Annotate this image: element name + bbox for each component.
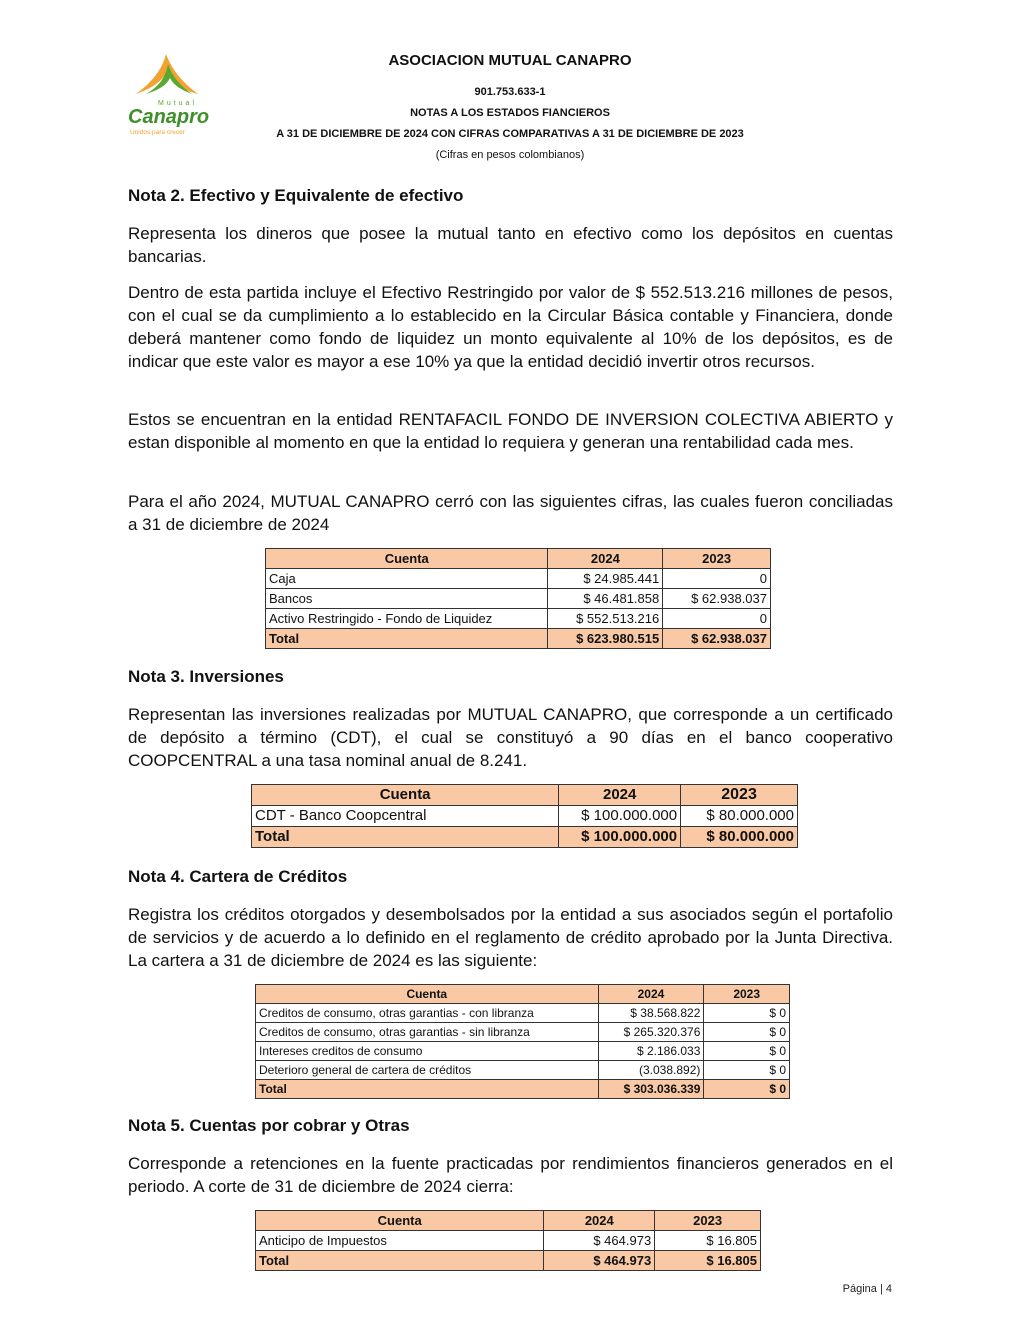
col-2023: 2023 <box>663 549 771 569</box>
cell-2024: $ 464.973 <box>544 1231 655 1251</box>
col-cuenta: Cuenta <box>266 549 548 569</box>
table-header-row <box>256 985 790 1004</box>
cell-2024: $ 552.513.216 <box>548 609 663 629</box>
cell-cuenta: Anticipo de Impuestos <box>256 1231 544 1251</box>
cell-total-2023: $ 16.805 <box>655 1251 761 1271</box>
nota2-paragraph-2: Dentro de esta partida incluye el Efectivo Restringido por valor de $ 552.513.216 millones de pesos, con el cual se da cumplimiento a lo establecido en la Circular Básica contable y Financiera, donde deberá mantener como fondo de liquidez un monto equivalente al 10% de los depósitos, es de indicar que este valor es mayor a ese 10% ya que la entidad decidió invertir otros recursos. <box>128 283 893 371</box>
cell-2024: $ 46.481.858 <box>548 589 663 609</box>
cell-2024: (3.038.892) <box>598 1061 704 1080</box>
nota2-paragraph-3: Estos se encuentran en la entidad RENTAFACIL FONDO DE INVERSION COLECTIVA ABIERTO y estan disponible al momento en que la entidad lo requiera y generan una rentabilidad cada mes. <box>128 410 893 452</box>
cuentas-cobrar-table <box>255 1210 761 1271</box>
nota5-title: Nota 5. Cuentas por cobrar y Otras <box>128 1116 410 1135</box>
table-row <box>266 589 771 609</box>
table-header-row <box>256 1211 761 1231</box>
cell-2023: $ 0 <box>704 1042 790 1061</box>
nota2-paragraph-1: Representa los dineros que posee la mutual tanto en efectivo como los depósitos en cuentas bancarias. <box>128 224 893 266</box>
cell-total-label: Total <box>256 1251 544 1271</box>
cell-2024: $ 100.000.000 <box>559 806 681 827</box>
table-row <box>266 609 771 629</box>
table-row <box>256 1023 790 1042</box>
nota3-title: Nota 3. Inversiones <box>128 667 284 686</box>
cell-cuenta: Activo Restringido - Fondo de Liquidez <box>266 609 548 629</box>
col-2024: 2024 <box>548 549 663 569</box>
inversiones-table <box>251 784 798 848</box>
cell-cuenta: Intereses creditos de consumo <box>256 1042 599 1061</box>
table-total-row <box>256 1251 761 1271</box>
table-row <box>256 1231 761 1251</box>
cell-2023: $ 62.938.037 <box>663 589 771 609</box>
col-2024: 2024 <box>544 1211 655 1231</box>
cell-2023: $ 16.805 <box>655 1231 761 1251</box>
table-header-row <box>252 785 798 806</box>
doc-title: NOTAS A LOS ESTADOS FIANCIEROS <box>410 107 610 119</box>
nota2-title: Nota 2. Efectivo y Equivalente de efectivo <box>128 186 464 205</box>
cell-2023: $ 80.000.000 <box>681 806 798 827</box>
period: A 31 DE DICIEMBRE DE 2024 CON CIFRAS COMPARATIVAS A 31 DE DICIEMBRE DE 2023 <box>276 128 744 140</box>
nit: 901.753.633-1 <box>474 86 546 98</box>
col-2023: 2023 <box>655 1211 761 1231</box>
nota4-title: Nota 4. Cartera de Créditos <box>128 867 348 886</box>
cell-total-2024: $ 623.980.515 <box>548 629 663 649</box>
nota4-paragraph-1: Registra los créditos otorgados y desembolsados por la entidad a sus asociados según el portafolio de servicios y de acuerdo a lo definido en el reglamento de crédito aprobado por la Junta Directiva. La cartera a 31 de diciembre de 2024 es las siguiente: <box>128 905 893 970</box>
cartera-table <box>255 984 790 1099</box>
currency-note: (Cifras en pesos colombianos) <box>435 149 585 161</box>
col-2023: 2023 <box>681 785 798 806</box>
table-row <box>252 806 798 827</box>
cell-cuenta: Creditos de consumo, otras garantias - sin libranza <box>256 1023 599 1042</box>
cell-2024: $ 24.985.441 <box>548 569 663 589</box>
cell-2024: $ 2.186.033 <box>598 1042 704 1061</box>
svg-text:Canapro: Canapro <box>128 106 210 128</box>
col-cuenta: Cuenta <box>252 785 559 806</box>
col-cuenta: Cuenta <box>256 1211 544 1231</box>
canapro-logo <box>122 50 212 140</box>
table-row <box>266 569 771 589</box>
nota2-paragraph-4: Para el año 2024, MUTUAL CANAPRO cerró con las siguientes cifras, las cuales fueron conciliadas a 31 de diciembre de 2024 <box>128 492 893 534</box>
cell-total-label: Total <box>256 1080 599 1099</box>
cell-2023: 0 <box>663 569 771 589</box>
table-total-row <box>266 629 771 649</box>
table-row <box>256 1042 790 1061</box>
col-2023: 2023 <box>704 985 790 1004</box>
table-row <box>256 1004 790 1023</box>
cell-total-label: Total <box>252 827 559 848</box>
svg-text:Unidos para crecer: Unidos para crecer <box>130 129 185 136</box>
table-row <box>256 1061 790 1080</box>
cell-2023: $ 0 <box>704 1023 790 1042</box>
table-total-row <box>252 827 798 848</box>
cell-2023: $ 0 <box>704 1004 790 1023</box>
efectivo-table <box>265 548 771 649</box>
table-header-row <box>266 549 771 569</box>
cell-total-2023: $ 0 <box>704 1080 790 1099</box>
cell-2024: $ 38.568.822 <box>598 1004 704 1023</box>
cell-total-2024: $ 303.036.339 <box>598 1080 704 1099</box>
cell-total-2024: $ 464.973 <box>544 1251 655 1271</box>
table-total-row <box>256 1080 790 1099</box>
cell-total-2023: $ 80.000.000 <box>681 827 798 848</box>
col-2024: 2024 <box>559 785 681 806</box>
cell-cuenta: Creditos de consumo, otras garantias - con libranza <box>256 1004 599 1023</box>
cell-total-label: Total <box>266 629 548 649</box>
cell-cuenta: Deterioro general de cartera de créditos <box>256 1061 599 1080</box>
col-cuenta: Cuenta <box>256 985 599 1004</box>
cell-cuenta: Bancos <box>266 589 548 609</box>
page-number: Página | 4 <box>842 1283 892 1295</box>
col-2024: 2024 <box>598 985 704 1004</box>
nota5-paragraph-1: Corresponde a retenciones en la fuente practicadas por rendimientos financieros generados en el periodo. A corte de 31 de diciembre de 2024 cierra: <box>128 1154 893 1196</box>
cell-2023: $ 0 <box>704 1061 790 1080</box>
svg-text:Mutual: Mutual <box>158 100 198 107</box>
cell-total-2024: $ 100.000.000 <box>559 827 681 848</box>
org-name: ASOCIACION MUTUAL CANAPRO <box>388 52 632 69</box>
cell-2024: $ 265.320.376 <box>598 1023 704 1042</box>
nota3-paragraph-1: Representan las inversiones realizadas por MUTUAL CANAPRO, que corresponde a un certificado de depósito a término (CDT), el cual se constituyó a 90 días en el banco cooperativo COOPCENTRAL a una tasa nominal anual de 8.241. <box>128 705 893 770</box>
cell-2023: 0 <box>663 609 771 629</box>
cell-cuenta: Caja <box>266 569 548 589</box>
cell-total-2023: $ 62.938.037 <box>663 629 771 649</box>
cell-cuenta: CDT - Banco Coopcentral <box>252 806 559 827</box>
